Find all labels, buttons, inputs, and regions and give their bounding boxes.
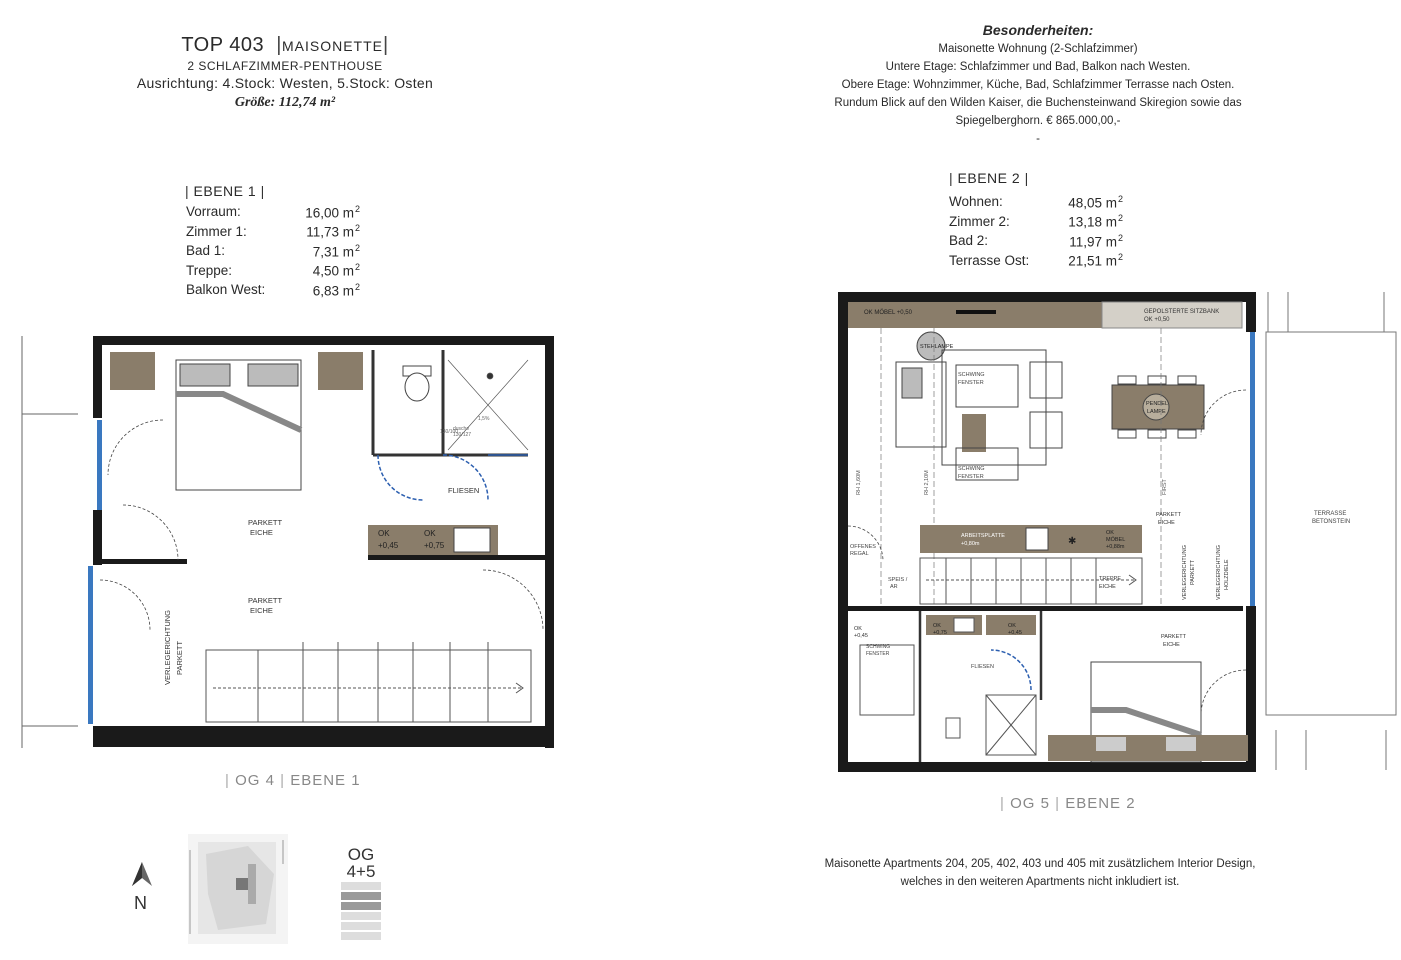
site-map-thumbnail (188, 834, 288, 944)
separator: | (225, 772, 230, 789)
dining-table (1112, 376, 1204, 438)
top-cabinets (848, 302, 1242, 328)
room-name: Vorraum: (186, 204, 241, 220)
plan2-level: EBENE 2 (1065, 795, 1136, 812)
plan-text: OK (933, 623, 941, 629)
unit-subtitle: 2 SCHLAFZIMMER-PENTHOUSE (187, 59, 383, 73)
plan-text: PARKETT (248, 596, 283, 605)
floor-badge-line1: OG (347, 845, 375, 864)
unit-orientation: Ausrichtung: 4.Stock: Westen, 5.Stock: Osten (136, 75, 434, 91)
room-row (186, 222, 360, 242)
features-block (800, 20, 1276, 148)
bed (176, 360, 301, 490)
kitchen-block (920, 525, 1142, 553)
plan-text: 130/100 (440, 429, 459, 435)
footnote-line: Maisonette Apartments 204, 205, 402, 403 und 405 mit zusätzlichem Interior Design, (824, 858, 1256, 870)
plan2-floor: OG 5 (1010, 795, 1050, 812)
plan-text: TREPPE (1099, 576, 1122, 582)
level1-heading-text: EBENE 1 (193, 183, 257, 199)
room-name: Bad 2: (949, 233, 989, 249)
plan-text: RH 2,10M (924, 470, 930, 495)
room-area: 16,00 $m^2$ (305, 203, 360, 220)
plan-text: PENDEL (1146, 401, 1169, 407)
features-line: Untere Etage: Schlafzimmer und Bad, Balkon nach Westen. (885, 61, 1191, 73)
plan-text: +0,75 (933, 630, 947, 636)
bath2 (860, 615, 1036, 755)
plan-text: OK (378, 529, 390, 538)
room-row (186, 261, 360, 281)
separator: | (1024, 170, 1029, 186)
plan-text: PARKETT (248, 518, 283, 527)
plan-text: dusche (453, 426, 470, 432)
plan-text: OFFENES (850, 544, 876, 550)
room-name: Treppe: (186, 262, 233, 278)
compass-label: N (134, 893, 147, 913)
plan1-label (225, 772, 361, 789)
living-area (896, 332, 1062, 480)
plan-text: VERLEGERICHTUNG (1182, 544, 1188, 600)
room-area: 21,51 $m^2$ (1068, 252, 1123, 269)
plan-text: STEHLAMPE (920, 344, 954, 350)
room-name: Balkon West: (186, 282, 266, 298)
plan-text: PARKETT (175, 640, 184, 675)
plan-text: TERRASSE (1314, 511, 1347, 517)
floor-stack-icon (341, 882, 383, 948)
level1-heading (185, 183, 265, 199)
separator: | (1000, 795, 1005, 812)
plan-text: RH 1,60M (856, 470, 862, 495)
floor-badge (336, 846, 386, 880)
plan-text: OK (1106, 530, 1114, 536)
room-row (186, 202, 360, 222)
plan-text: GEPOLSTERTE SITZBANK (1144, 309, 1220, 315)
plan-text: FIRST (1162, 479, 1168, 495)
toilet (403, 366, 431, 401)
plan-text: OK +0,50 (1144, 317, 1170, 323)
plan-text: PARKETT (1156, 512, 1181, 518)
room-row (949, 231, 1123, 251)
plan-text: FLIESEN (448, 486, 480, 495)
separator: | (949, 170, 954, 186)
footnote (790, 855, 1290, 891)
level2-heading-text: EBENE 2 (957, 170, 1021, 186)
footnote-line: welches in den weiteren Apartments nicht inkludiert ist. (900, 876, 1180, 888)
room-area: 11,73 $m^2$ (306, 223, 360, 240)
plan-text: OK (1008, 623, 1016, 629)
plan1-floor: OG 4 (235, 772, 275, 789)
room-row (186, 280, 360, 300)
plan-text: +0,75 (424, 541, 445, 550)
plan-text: 130/127 (453, 432, 472, 438)
plan-text: LAMPE (1147, 409, 1166, 415)
window-west (88, 420, 102, 724)
kitchen-counter (368, 525, 498, 555)
terrace-east (1266, 292, 1396, 770)
separator: | (270, 34, 282, 56)
plan-text: +0,80m (961, 541, 980, 547)
unit-header (120, 34, 450, 111)
features-heading: Besonderheiten: (982, 22, 1094, 38)
plan-text: +0,45 (378, 541, 399, 550)
staircase (206, 642, 531, 722)
plan-text: SCHWING (958, 466, 985, 472)
plan-text: EICHE (250, 606, 273, 615)
shower (440, 360, 528, 450)
features-line: Obere Etage: Wohnzimmer, Küche, Bad, Schlafzimmer Terrasse nach Osten. (841, 79, 1235, 91)
separator: | (185, 183, 190, 199)
room-row (949, 251, 1123, 271)
plan-text: FLIESEN (971, 664, 994, 670)
room-name: Zimmer 2: (949, 213, 1010, 229)
floorplan-level1 (18, 330, 563, 755)
room-area: 6,83 $m^2$ (312, 281, 360, 298)
plan-text: +0,88m (1106, 544, 1125, 550)
bedroom2 (1048, 662, 1248, 762)
plan-text: EICHE (1158, 520, 1175, 526)
plan-text: FENSTER (958, 474, 984, 480)
bath2-door (991, 650, 1031, 690)
plan-text: BETONSTEIN (1312, 519, 1351, 525)
unit-size: Größe: 112,74 m² (234, 95, 336, 110)
separator: | (280, 772, 286, 789)
floor-badge-line2: 4+5 (346, 862, 376, 881)
bathroom-walls (373, 350, 528, 455)
plan-text: FENSTER (958, 380, 984, 386)
level1-room-table (186, 202, 360, 300)
cooktop-icon: ✱ (1068, 536, 1077, 547)
plan-text: +0,45 (1008, 630, 1022, 636)
plan-text: EICHE (250, 528, 273, 537)
room-row (949, 212, 1123, 232)
level2-room-table (949, 192, 1123, 270)
bedroom-door (108, 420, 178, 560)
plan-text: OK (854, 626, 862, 632)
room-area: 4,50 $m^2$ (312, 262, 360, 279)
plan-text: OK MÖBEL +0,50 (864, 310, 912, 316)
plan-text: PARKETT (1190, 560, 1196, 585)
room-area: 13,18 $m^2$ (1068, 213, 1123, 230)
level2-heading (949, 170, 1029, 186)
separator: | (1055, 795, 1061, 812)
wardrobe (110, 352, 363, 390)
features-line: Spiegelberghorn. € 865.000,00,- (955, 115, 1121, 127)
plan-text: 1,5% (478, 416, 490, 422)
room-name: Terrasse Ost: (949, 252, 1030, 268)
plan-text: PARKETT (1161, 634, 1186, 640)
top-label: TOP 403 (181, 34, 265, 56)
plan-text: ARBEITSPLATTE (961, 533, 1005, 539)
room-name: Bad 1: (186, 243, 226, 259)
plan-text: EICHE (1099, 584, 1116, 590)
room-area: 7,31 $m^2$ (312, 242, 360, 259)
room-area: 11,97 $m^2$ (1069, 232, 1123, 249)
features-line: - (1036, 133, 1040, 145)
north-arrow-icon (130, 860, 154, 888)
features-line: Rundum Blick auf den Wilden Kaiser, die Buchensteinwand Skiregion sowie das (834, 97, 1242, 109)
plan-text: +0,45 (854, 633, 868, 639)
plan-text: REGAL (850, 551, 869, 557)
unit-title (120, 34, 450, 57)
separator: | (260, 183, 265, 199)
room-row (186, 241, 360, 261)
room-row (949, 192, 1123, 212)
room-name: Zimmer 1: (186, 223, 247, 239)
plan-text: OK (424, 529, 436, 538)
plan-text: MÖBEL (1106, 537, 1126, 543)
plan-text: SCHWING (866, 644, 891, 650)
room-area: 48,05 $m^2$ (1068, 193, 1123, 210)
window-east (1250, 332, 1255, 606)
room-name: Wohnen: (949, 194, 1003, 210)
separator: | (382, 34, 389, 56)
plan-text: VERLEGERICHTUNG (1216, 544, 1222, 600)
plan-text: SCHWING (958, 372, 985, 378)
plan-text: EICHE (1163, 642, 1180, 648)
plan-text: VERLEGERICHTUNG (163, 609, 172, 685)
plan-text: AR (890, 584, 898, 590)
features-line: Maisonette Wohnung (2-Schlafzimmer) (938, 43, 1138, 55)
plan-text: SPEIS / (888, 577, 908, 583)
plan-text: HOLZDIELE (1224, 559, 1230, 590)
plan1-level: EBENE 1 (290, 772, 361, 789)
plan-text: FENSTER (866, 651, 890, 657)
floorplan-level2 (836, 290, 1401, 775)
plan2-label (1000, 795, 1136, 812)
type-label: MAISONETTE (281, 38, 383, 54)
balcony-west (22, 336, 78, 748)
